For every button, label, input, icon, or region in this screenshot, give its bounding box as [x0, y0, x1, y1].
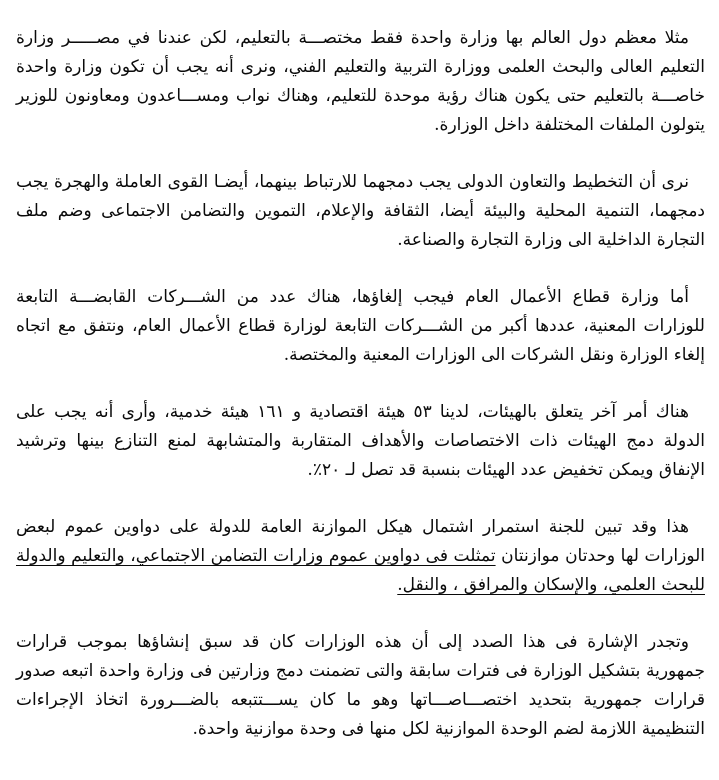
paragraph-republican-decrees: وتجدر الإشارة فى هذا الصدد إلى أن هذه الوزارات كان قد سبق إنشاؤها بموجب قرارات جمهورية بتشكيل الوزارة فى فترات سابقة والتى تضمنت دمج وزارتين فى وزارة واحدة اتبعه صدور قرارات جمهورية بتحديد اختصـــاصـــاتها وهو ما كان يســـتتبعه بالضـــرورة اتخاذ الإجراءات التنظيمية اللازمة لضم الوحدة الموازنية لكل منها فى وحدة موازنية واحدة. [16, 632, 705, 739]
paragraph-education-ministries: مثلا معظم دول العالم بها وزارة واحدة فقط مختصـــة بالتعليم، لكن عندنا في مصـــــر وزارة التعليم العالى والبحث العلمى ووزارة التربية والتعليم الفني، ونرى أنه يجب أن تكون وزارة واحدة خاصـــة بالتعليم حتى يكون هناك رؤية موحدة للتعليم، وهناك نواب ومســـاعدون ومعاونون للوزير يتولون الملفات المختلفة داخل الوزارة. [16, 28, 705, 135]
budget-structure-underlined-text: تمثلت فى دواوين عموم وزارات التضامن الاجتماعي، والتعليم والدولة للبحث العلمي، والإسكان والمرافق ، والنقل. [16, 546, 705, 595]
paragraph-authorities-merger: هناك أمر آخر يتعلق بالهيئات، لدينا ٥٣ هيئة اقتصادية و ١٦١ هيئة خدمية، وأرى أنه يجب على الدولة دمج الهيئات ذات الاختصاصات والأهداف المتقاربة والمتشابهة لمنع التنازع بينها وترشيد الإنفاق ويمكن تخفيض عدد الهيئات بنسبة قد تصل لـ ٢٠٪. [16, 402, 705, 480]
budget-structure-lead-text: هذا وقد تبين للجنة استمرار اشتمال هيكل الموازنة العامة للدولة على دواوين عموم لبعض الوزارات لها وحدتان موازنتان [16, 517, 706, 566]
paragraph-ministry-mergers: نرى أن التخطيط والتعاون الدولى يجب دمجهما للارتباط بينهما، أيضـا القوى العاملة والهجرة يجب دمجهما، التنمية المحلية والبيئة أيضا، الثقافة والإعلام، التموين والتضامن الاجتماعى وضم ملف التجارة الداخلية الى وزارة التجارة والصناعة. [16, 172, 705, 250]
paragraph-budget-structure [16, 513, 705, 600]
paragraph-public-business-sector: أما وزارة قطاع الأعمال العام فيجب إلغاؤها، هناك عدد من الشـــركات القابضـــة التابعة للوزارات المعنية، عددها أكبر من الشـــركات التابعة لوزارة قطاع الأعمال العام، ونتفق مع اتجاه إلغاء الوزارة ونقل الشركات الى الوزارات المعنية والمختصة. [16, 287, 705, 365]
